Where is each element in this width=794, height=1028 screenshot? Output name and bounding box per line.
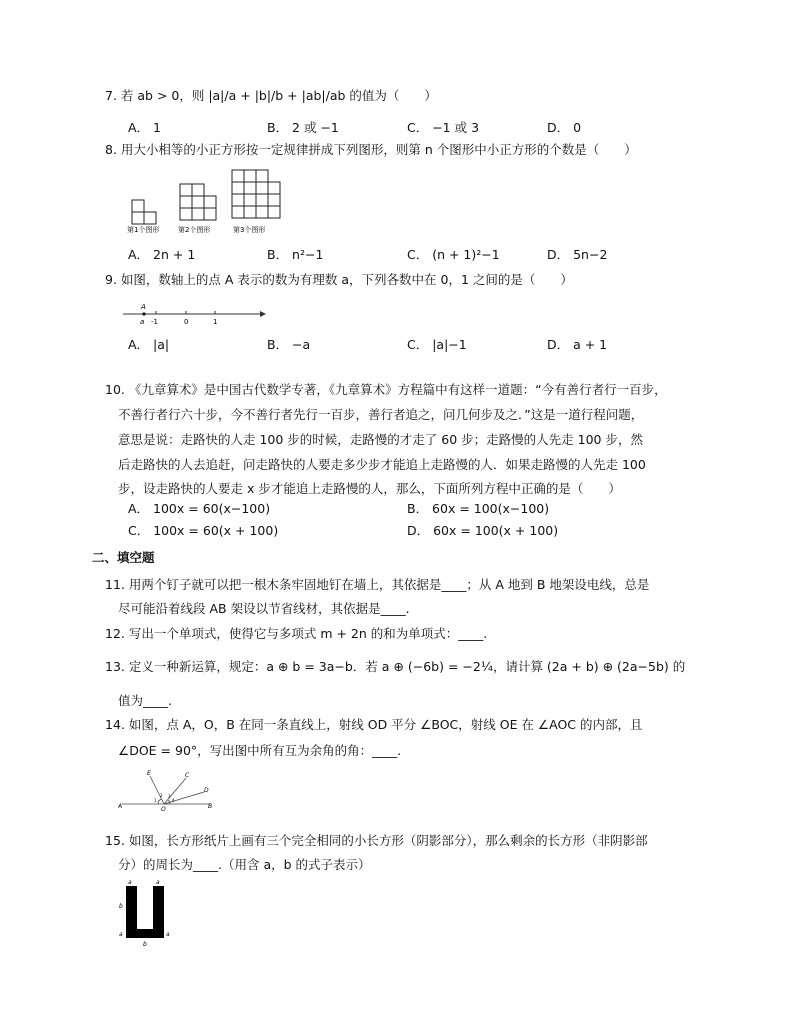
q15-line-1: 15. 如图，长方形纸片上画有三个完全相同的小长方形（阴影部分），那么剩余的长方形（非阴影部 — [105, 833, 648, 848]
q9-option-b: B． −a — [267, 337, 311, 352]
q15-label-a-bottom-right: a — [166, 931, 170, 938]
q11-line-2: 尽可能沿着线段 AB 架设以节省线材，其依据是____. — [118, 601, 410, 616]
q7-option-c: C． −1 或 3 — [407, 120, 480, 135]
q10-line-3: 意思是说：走路快的人走 100 步的时候，走路慢的才走了 60 步；走路慢的人先走 100 步，然 — [118, 432, 643, 447]
q15-line-2: 分）的周长为____.（用含 a，b 的式子表示） — [118, 857, 371, 872]
q14-label-O: O — [161, 806, 166, 812]
q9-point-value: a — [140, 318, 145, 326]
q10-option-a: A． 100x = 60(x−100) — [128, 501, 271, 516]
q9-tick-1: 1 — [213, 318, 218, 326]
q14-angle-2: 2 — [160, 793, 163, 798]
q8-fig-label-2: 第2个图形 — [178, 226, 211, 234]
q14-angle-3: 3 — [168, 794, 171, 799]
q8-option-c: C． (n + 1)²−1 — [407, 247, 500, 262]
q15-label-a-right: a — [156, 879, 160, 886]
q9-option-c: C． |a|−1 — [407, 337, 467, 352]
q12-text: 12. 写出一个单项式，使得它与多项式 m + 2n 的和为单项式：____. — [105, 626, 488, 641]
q7-option-a: A． 1 — [128, 120, 161, 135]
q10-line-2: 不善行者行六十步，今不善行者先行一百步，善行者追之，问几何步及之．”这是一道行程问题， — [118, 407, 644, 422]
q14-line-2: ∠DOE = 90°，写出图中所有互为余角的角：____. — [118, 743, 402, 758]
q7-option-b: B． 2 或 −1 — [267, 120, 339, 135]
q8-option-d: D． 5n−2 — [547, 247, 608, 262]
q10-line-5: 步，设走路快的人要走 x 步才能追上走路慢的人，那么，下面所列方程中正确的是（ ） — [118, 481, 621, 496]
q14-label-C: C — [185, 772, 190, 779]
q9-tick-minus1: -1 — [151, 318, 158, 326]
q14-label-B: B — [208, 803, 213, 810]
q13-line-1: 13. 定义一种新运算，规定：a ⊕ b = 3a−b．若 a ⊕ (−6b) = −2¼，请计算 (2a + b) ⊕ (2a−5b) 的 — [105, 659, 686, 674]
q9-point-label: A — [141, 303, 146, 311]
q9-number-line-figure — [120, 300, 270, 330]
q10-line-1: 10. 《九章算术》是中国古代数学专著，《九章算术》方程篇中有这样一道题：“今有善行者行一百步， — [105, 382, 667, 397]
q15-label-a-left: a — [128, 879, 132, 886]
q14-angle-4: 4 — [172, 798, 175, 803]
q9-option-a: A． |a| — [128, 337, 170, 352]
q11-line-1: 11. 用两个钉子就可以把一根木条牢固地钉在墙上，其依据是____；从 A 地到 B 地架设电线，总是 — [105, 577, 650, 592]
q14-line-1: 14. 如图，点 A，O，B 在同一条直线上，射线 OD 平分 ∠BOC，射线 OE 在 ∠AOC 的内部，且 — [105, 717, 643, 732]
q9-tick-0: 0 — [184, 318, 189, 326]
q7-option-d: D． 0 — [547, 120, 582, 135]
q9-option-d: D． a + 1 — [547, 337, 608, 352]
q14-angle-figure — [118, 766, 218, 812]
q7-stem: 7. 若 ab > 0，则 |a|/a + |b|/b + |ab|/ab 的值为（ ） — [105, 88, 437, 103]
q10-line-4: 后走路快的人去追赶，问走路快的人要走多少步才能追上走路慢的人．如果走路慢的人先走 100 — [118, 457, 646, 472]
q14-label-D: D — [204, 787, 209, 794]
q15-label-b-bottom: b — [143, 941, 147, 948]
q8-option-b: B． n²−1 — [267, 247, 324, 262]
q14-angle-1: 1 — [154, 798, 157, 803]
q10-option-c: C． 100x = 60(x + 100) — [128, 523, 279, 538]
q8-stem: 8. 用大小相等的小正方形按一定规律拼成下列图形，则第 n 个图形中小正方形的个数是（ ） — [105, 142, 637, 157]
q8-fig-label-1: 第1个图形 — [127, 226, 160, 234]
q8-fig-label-3: 第3个图形 — [233, 226, 266, 234]
q8-option-a: A． 2n + 1 — [128, 247, 196, 262]
q8-square-pattern-figure — [125, 166, 285, 234]
q15-rectangle-figure — [116, 876, 172, 948]
q15-label-a-bottom-left: a — [119, 931, 123, 938]
q10-option-b: B． 60x = 100(x−100) — [407, 501, 550, 516]
q10-option-d: D． 60x = 100(x + 100) — [407, 523, 559, 538]
q13-line-2: 值为____. — [118, 693, 172, 708]
section-heading-fill-blank: 二、填空题 — [92, 550, 155, 565]
q14-label-E: E — [147, 770, 151, 777]
q9-stem: 9. 如图，数轴上的点 A 表示的数为有理数 a，下列各数中在 0，1 之间的是（ ） — [105, 272, 573, 287]
q15-label-b-side: b — [119, 903, 123, 910]
q14-label-A: A — [118, 803, 123, 810]
